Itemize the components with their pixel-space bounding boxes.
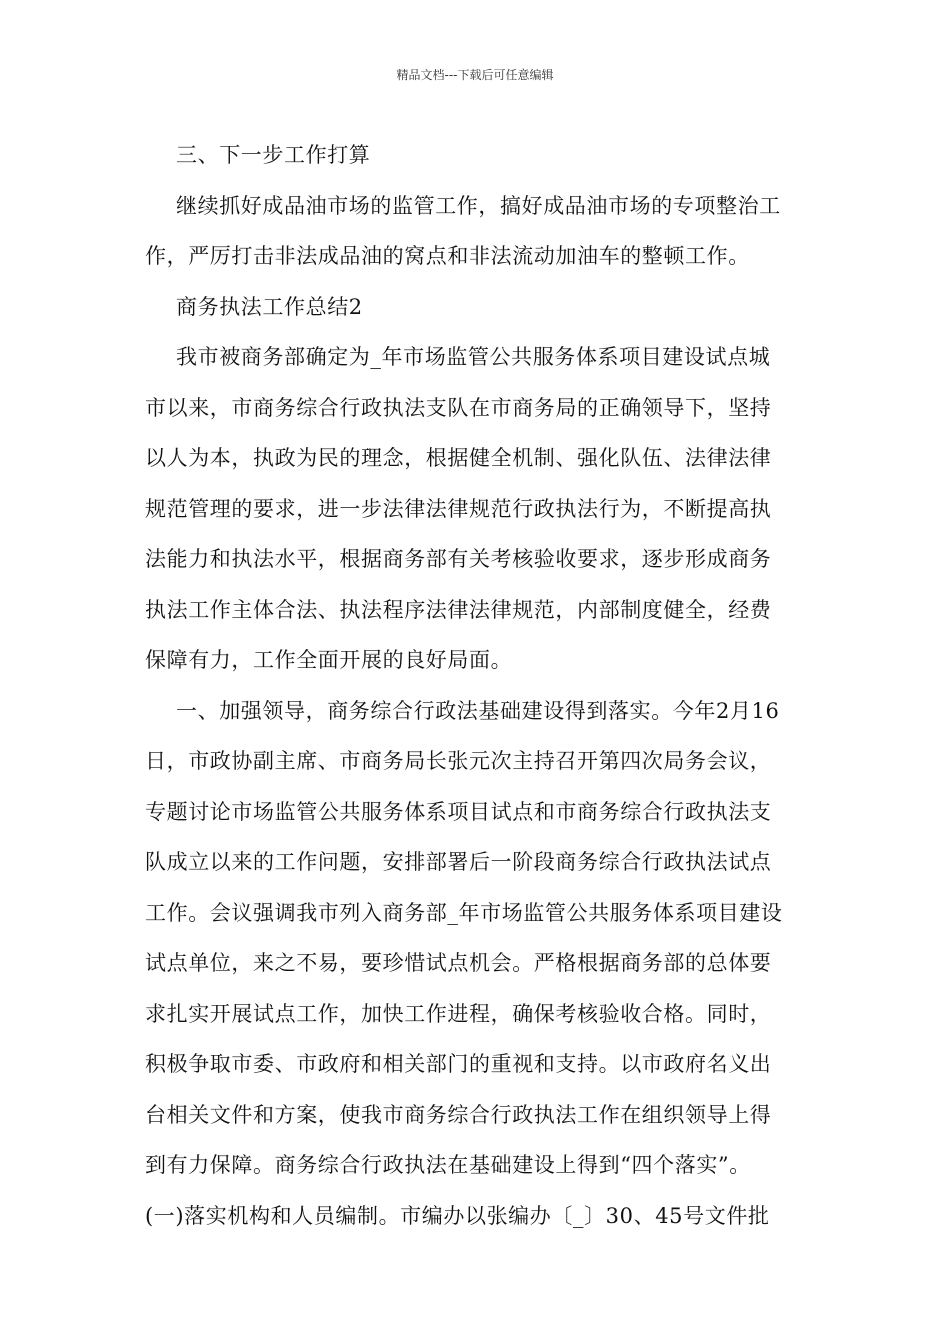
paragraph-line: 作，严厉打击非法成品油的窝点和非法流动加油车的整顿工作。 <box>145 244 750 268</box>
paragraph-line: 队成立以来的工作问题，安排部署后一阶段商务综合行政执法试点 <box>145 850 772 874</box>
section-title: 商务执法工作总结2 <box>176 294 363 319</box>
paragraph-line: 以人为本，执政为民的理念，根据健全机制、强化队伍、法律法律 <box>145 446 772 470</box>
paragraph-line: 市以来，市商务综合行政执法支队在市商务局的正确领导下，坚持 <box>145 395 772 420</box>
paragraph-line: 日，市政协副主席、市商务局长张元次主持召开第四次局务会议， <box>145 749 772 773</box>
paragraph-line: 法能力和执法水平，根据商务部有关考核验收要求，逐步形成商务 <box>145 547 772 571</box>
paragraph-line: 继续抓好成品油市场的监管工作，搞好成品油市场的专项整治工 <box>176 193 781 218</box>
paragraph-line: 工作。会议强调我市列入商务部_年市场监管公共服务体系项目建设 <box>145 900 783 925</box>
page-header: 精品文档---下载后可任意编辑 <box>396 68 554 82</box>
paragraph-line: (一)落实机构和人员编制。市编办以张编办〔_〕30、45号文件批 <box>145 1203 770 1228</box>
paragraph-line: 规范管理的要求，进一步法律法律规范行政执法行为，不断提高执 <box>145 496 772 521</box>
paragraph-line: 专题讨论市场监管公共服务体系项目试点和市商务综合行政执法支 <box>145 799 772 824</box>
section-heading: 三、下一步工作打算 <box>176 143 371 167</box>
paragraph-line: 执法工作主体合法、执法程序法律法律规范，内部制度健全，经费 <box>145 597 772 622</box>
paragraph-line: 一、加强领导，商务综合行政法基础建设得到落实。今年2月16 <box>176 698 780 723</box>
paragraph-line: 台相关文件和方案，使我市商务综合行政执法工作在组织领导上得 <box>145 1102 772 1127</box>
document-body <box>145 130 810 1241</box>
paragraph-line: 试点单位，来之不易，要珍惜试点机会。严格根据商务部的总体要 <box>145 951 772 975</box>
paragraph-line: 求扎实开展试点工作，加快工作进程，确保考核验收合格。同时， <box>145 1001 772 1026</box>
paragraph-line: 积极争取市委、市政府和相关部门的重视和支持。以市政府名义出 <box>145 1052 772 1076</box>
paragraph-line: 保障有力，工作全面开展的良好局面。 <box>145 648 513 672</box>
paragraph-line: 到有力保障。商务综合行政执法在基础建设上得到“四个落实”。 <box>145 1153 751 1177</box>
paragraph-line: 我市被商务部确定为_年市场监管公共服务体系项目建设试点城 <box>176 345 771 369</box>
